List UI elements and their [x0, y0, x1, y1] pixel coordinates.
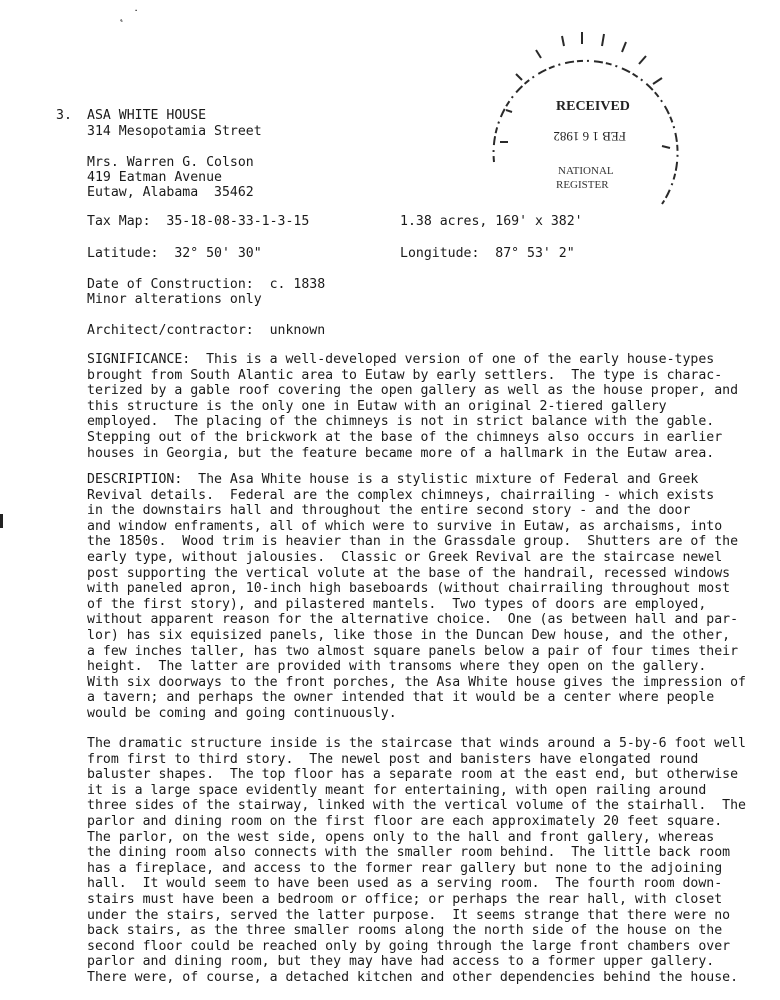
scan-edge-mark — [0, 514, 3, 528]
interior-line: back stairs, as the three smaller rooms along the north side of the house on the — [87, 923, 723, 939]
interior-line: the dining room also connects with the smaller room behind. The little back room — [87, 845, 731, 861]
interior-line: stairs must have been a bedroom or office; or perhaps the rear hall, with closet — [87, 891, 723, 907]
significance-line: employed. The placing of the chimneys is not in strict balance with the gable. — [87, 414, 715, 430]
interior-line: There were, of course, a detached kitchen and other dependencies behind the house. — [87, 969, 739, 985]
description-line: DESCRIPTION: The Asa White house is a stylistic mixture of Federal and Greek — [87, 472, 699, 487]
stamp-received-text: RECEIVED — [556, 99, 630, 114]
description-line: in the downstairs hall and throughout the entire second story - and the door — [87, 503, 691, 519]
significance-line: terized by a gable roof covering the open gallery as well as the house proper, and — [87, 383, 739, 399]
interior-line: parlor and dining room on the first floor are each approximately 20 feet square. — [87, 813, 723, 829]
construction-date: Date of Construction: c. 1838 — [87, 277, 326, 292]
interior-paragraph — [87, 736, 746, 986]
description-line: of the first story), and pilastered mantels. Two types of doors are employed, — [87, 596, 707, 612]
property-street: 314 Mesopotamia Street — [87, 124, 262, 139]
interior-line: second floor could be reached only by going through the large front chambers over — [87, 938, 731, 954]
owner-address-1: 419 Eatman Avenue — [87, 170, 222, 185]
significance-line: SIGNIFICANCE: This is a well-developed version of one of the early house-types — [87, 352, 715, 367]
description-line: a tavern; and perhaps the owner intended that it would be a center where people — [87, 690, 715, 706]
description-line: with paneled apron, 10-inch high baseboards (without chairrailing throughout most — [87, 581, 731, 597]
interior-line: The dramatic structure inside is the staircase that winds around a 5-by-6 foot well — [87, 736, 746, 751]
interior-line: The parlor, on the west side, opens only to the hall and front gallery, whereas — [87, 829, 715, 845]
acreage: 1.38 acres, 169' x 382' — [400, 214, 583, 229]
significance-line: brought from South Alantic area to Eutaw by early settlers. The type is charac- — [87, 367, 723, 383]
description-line: With six doorways to the front porches, the Asa White house gives the impression of — [87, 674, 746, 690]
interior-line: under the stairs, served the latter purpose. It seems strange that there were no — [87, 907, 731, 923]
interior-line: baluster shapes. The top floor has a separate room at the east end, but otherwise — [87, 767, 739, 783]
description-line: early type, without jalousies. Classic or Greek Revival are the staircase newel — [87, 549, 723, 565]
significance-paragraph — [87, 352, 739, 461]
significance-line: Stepping out of the brickwork at the base of the chimneys also occurs in earlier — [87, 429, 723, 445]
owner-address-2: Eutaw, Alabama 35462 — [87, 185, 254, 200]
received-stamp — [486, 12, 686, 224]
property-name: ASA WHITE HOUSE — [87, 108, 207, 123]
latitude: Latitude: 32° 50' 30" — [87, 246, 262, 261]
description-line: lor) has six equisized panels, like those in the Duncan Dew house, and the other, — [87, 627, 731, 643]
architect: Architect/contractor: unknown — [87, 323, 326, 338]
longitude: Longitude: 87° 53' 2" — [400, 246, 575, 261]
description-line: post supporting the vertical volute at the base of the handrail, recessed windows — [87, 565, 731, 581]
description-line: would be coming and going continuously. — [87, 705, 397, 721]
interior-line: it is a large space evidently meant for entertaining, with open railing around — [87, 782, 707, 798]
description-paragraph — [87, 472, 746, 722]
interior-line: hall. It would seem to have been used as a serving room. The fourth room down- — [87, 876, 723, 892]
owner-name: Mrs. Warren G. Colson — [87, 155, 254, 170]
significance-line: houses in Georgia, but the feature became more of a hallmark in the Eutaw area. — [87, 445, 715, 461]
stamp-graphic — [486, 12, 686, 224]
description-line: Revival details. Federal are the complex chimneys, chairrailing - which exists — [87, 487, 715, 503]
stamp-line2-text: REGISTER — [556, 179, 609, 191]
item-number: 3. — [56, 108, 72, 123]
interior-line: has a fireplace, and access to the former rear gallery but none to the adjoining — [87, 860, 723, 876]
description-line: without apparent reason for the alternative choice. One (as between hall and par- — [87, 612, 739, 628]
interior-line: parlor and dining room, but they may have had access to a former upper gallery. — [87, 954, 715, 970]
stamp-line1-text: NATIONAL — [558, 165, 614, 177]
description-line: height. The latter are provided with transoms where they open on the gallery. — [87, 659, 707, 675]
description-line: and window enframents, all of which were to survive in Eutaw, as archaisms, into — [87, 518, 723, 534]
alterations: Minor alterations only — [87, 292, 262, 307]
scan-specks: ˛ ˙ — [118, 8, 140, 22]
interior-line: from first to third story. The newel post and banisters have elongated round — [87, 751, 699, 767]
description-line: the 1850s. Wood trim is heavier than in the Grassdale group. Shutters are of the — [87, 534, 739, 550]
significance-line: this structure is the only one in Eutaw with an original 2-tiered gallery — [87, 398, 667, 414]
tax-map: Tax Map: 35-18-08-33-1-3-15 — [87, 214, 310, 229]
interior-line: three sides of the stairway, linked with the vertical volume of the stairhall. The — [87, 798, 746, 814]
stamp-date-text: FEB 1 6 1982 — [553, 129, 626, 144]
description-line: a few inches taller, has two almost square panels below a pair of four times their — [87, 643, 739, 659]
